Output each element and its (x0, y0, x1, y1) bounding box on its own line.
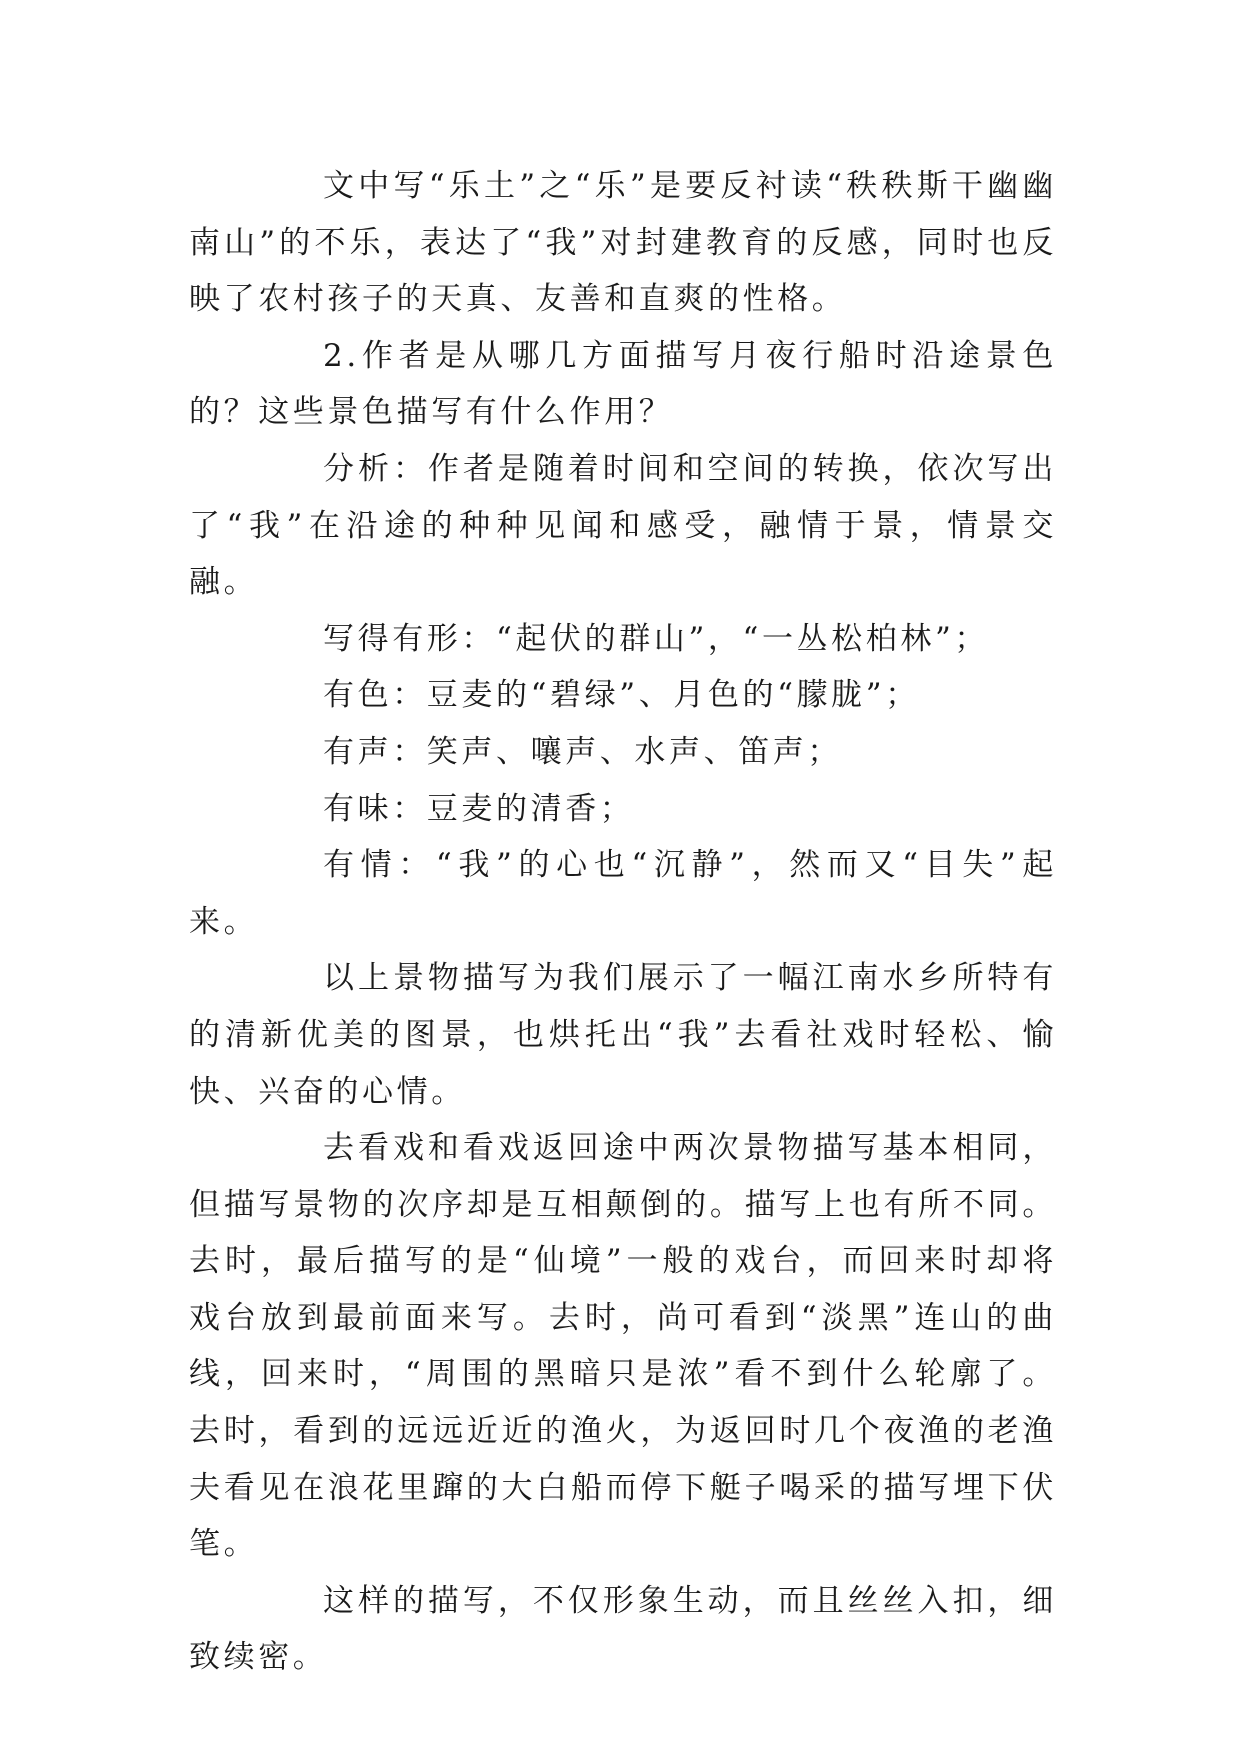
paragraph-3-analysis: 分析：作者是随着时间和空间的转换，依次写出了“我”在沿途的种种见闻和感受，融情于景，情景交融。 (189, 450, 1057, 601)
paragraph-10-comparison: 去看戏和看戏返回途中两次景物描写基本相同，但描写景物的次序却是互相颠倒的。描写上也有所不同。去时，最后描写的是“仙境”一般的戏台，而回来时却将戏台放到最前面来写。去时，尚可看到“淡黑”连山的曲线，回来时，“周围的黑暗只是浓”看不到什么轮廓了。去时，看到的远远近近的渔火，为返回时几个夜渔的老渔夫看见在浪花里蹿的大白船而停下艇子喝采的描写埋下伏笔。 (189, 1130, 1057, 1563)
paragraph-7-smell: 有味：豆麦的清香； (323, 790, 635, 827)
paragraph-2-question: 2.作者是从哪几方面描写月夜行船时沿途景色的？这些景色描写有什么作用？ (189, 337, 1057, 431)
paragraph-1: 文中写“乐土”之“乐”是要反衬读“秩秩斯干幽幽南山”的不乐，表达了“我”对封建教育的反感，同时也反映了农村孩子的天真、友善和直爽的性格。 (189, 168, 1057, 318)
document-page (189, 158, 1057, 1686)
paragraph-9-summary: 以上景物描写为我们展示了一幅江南水乡所特有的清新优美的图景，也烘托出“我”去看社戏时轻松、愉快、兴奋的心情。 (189, 960, 1057, 1110)
paragraph-8-feeling: 有情：“我”的心也“沉静”，然而又“目失”起来。 (189, 847, 1057, 940)
paragraph-5-color: 有色：豆麦的“碧绿”、月色的“朦胧”； (323, 677, 920, 714)
paragraph-4-shape: 写得有形：“起伏的群山”，“一丛松柏林”； (323, 620, 989, 657)
paragraph-6-sound: 有声：笑声、嚷声、水声、笛声； (323, 733, 842, 770)
paragraph-11-conclusion: 这样的描写，不仅形象生动，而且丝丝入扣，细致续密。 (189, 1582, 1057, 1676)
